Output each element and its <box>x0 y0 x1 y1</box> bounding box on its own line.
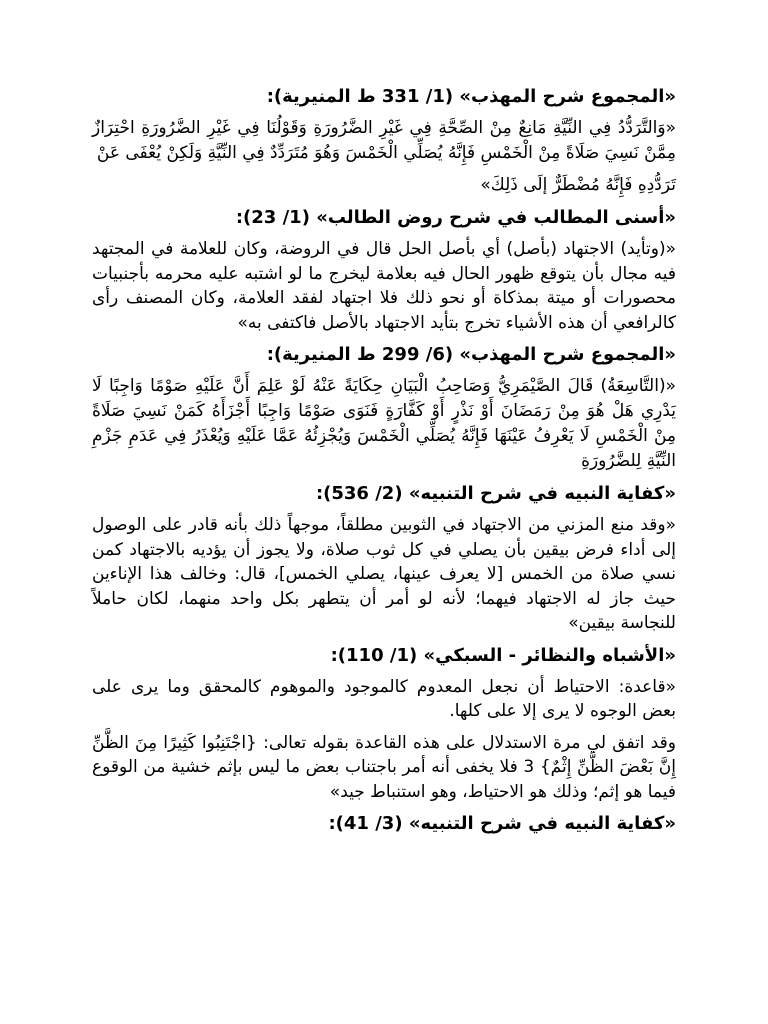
section-asna-almatalib <box>92 205 676 335</box>
quote-paragraph: «(وتأيد) الاجتهاد (بأصل) أي بأصل الحل قال في الروضة، وكان للعلامة في المجتهد فيه مجال بأن يتوقع ظهور الحال فيه بعلامة ليخرج ما لو اشتبه عليه محرمه بأجنبيات محصورات أو ميتة بمذكاة أو نحو ذلك فلا اجتهاد لفقد العلامة، وكان المصنف رأى كالرافعي أن هذه الأشياء تخرج بتأيد الاجتهاد بالأصل فاكتفى به» <box>92 239 676 333</box>
section-heading: «المجموع شرح المهذب» (6/ 299 ط المنيرية): <box>266 344 676 365</box>
section-kifayat-3 <box>92 811 676 837</box>
quote-paragraph: «قاعدة: الاحتياط أن نجعل المعدوم كالموجود والموهوم كالمحقق وما يرى على بعض الوجوه لا يرى إلا على كلها. <box>92 676 676 721</box>
section-majmu-6 <box>92 342 676 474</box>
section-heading: «كفاية النبيه في شرح التنبيه» (3/ 41): <box>328 813 676 834</box>
section-heading: «أسنى المطالب في شرح روض الطالب» (1/ 23): <box>235 207 676 228</box>
section-heading: «كفاية النبيه في شرح التنبيه» (2/ 536): <box>315 483 676 504</box>
section-heading: «المجموع شرح المهذب» (1/ 331 ط المنيرية): <box>266 86 676 107</box>
quote-paragraph: تَرَدُّدِهِ فَإِنَّهُ مُضْطَرٌّ إلَى ذَلِكَ» <box>480 175 676 195</box>
section-ashbah-subki <box>92 643 676 805</box>
section-majmu-1 <box>92 84 676 198</box>
section-heading: «الأشباه والنظائر - السبكي» (1/ 110): <box>330 644 676 666</box>
quote-paragraph: «(التَّاسِعَةُ) قَالَ الصَّيْمَرِيُّ وَصَاحِبُ الْبَيَانِ حِكَايَةً عَنْهُ لَوْ عَلِمَ أَنَّ عَلَيْهِ صَوْمًا وَاجِبًا لَا يَدْرِي هَلْ هُوَ مِنْ رَمَضَانَ أَوْ نَذْرٍ أَوْ كَفَّارَةٍ فَنَوَى صَوْمًا وَاجِبًا أَجْزَأَهُ كَمَنْ نَسِيَ صَلَاةً مِنْ الْخَمْسِ لَا يَعْرِفُ عَيْنَهَا فَإِنَّهُ يُصَلِّي الْخَمْسَ وَيُجْزِئُهُ عَمَّا عَلَيْهِ وَيُعْذَرُ فِي عَدَمِ جَزْمِ النِّيَّةِ لِلضَّرُورَةِ <box>92 376 676 471</box>
quote-paragraph: «وَالتَّرَدُّدُ فِي النِّيَّةِ مَانِعٌ مِنْ الصِّحَّةِ فِي غَيْرِ الضَّرُورَةِ وَقَوْلُنَا فِي غَيْرِ الضَّرُورَةِ احْتِرَازٌ مِمَّنْ نَسِيَ صَلَاةً مِنْ الْخَمْسِ فَإِنَّهُ يُصَلِّي الْخَمْسَ وَهُوَ مُتَرَدِّدٌ فِي النِّيَّةِ وَلَكِنْ يُعْفَى عَنْ <box>92 118 676 163</box>
quote-paragraph: «وقد منع المزني من الاجتهاد في الثوبين مطلقاً، موجهاً ذلك بأنه قادر على الوصول إلى أداء فرض بيقين بأن يصلي في كل ثوب صلاة، ولا يجوز أن يؤديه بالاجتهاد كمن نسي صلاة من الخمس [لا يعرف عينها، يصلي الخمس]، قال: وخالف هذا الإناءين حيث جاز له الاجتهاد فيهما؛ لأنه لو أمر أن يتطهر بكل واحد منهما، لكان حاملاً للنجاسة بيقين» <box>92 515 676 633</box>
quote-paragraph: وقد اتفق لي مرة الاستدلال على هذه القاعدة بقوله تعالى: {اجْتَنِبُوا كَثِيرًا مِنَ الظَّنِّ إِنَّ بَعْضَ الظَّنِّ إِثْمٌ} 3 فلا يخفى أنه أمر باجتناب بعض ما ليس بإثم خشية من الوقوع فيما هو إثم؛ وذلك هو الاحتياط، وهو استنباط جيد» <box>92 732 676 802</box>
section-kifayat-2 <box>92 481 676 636</box>
